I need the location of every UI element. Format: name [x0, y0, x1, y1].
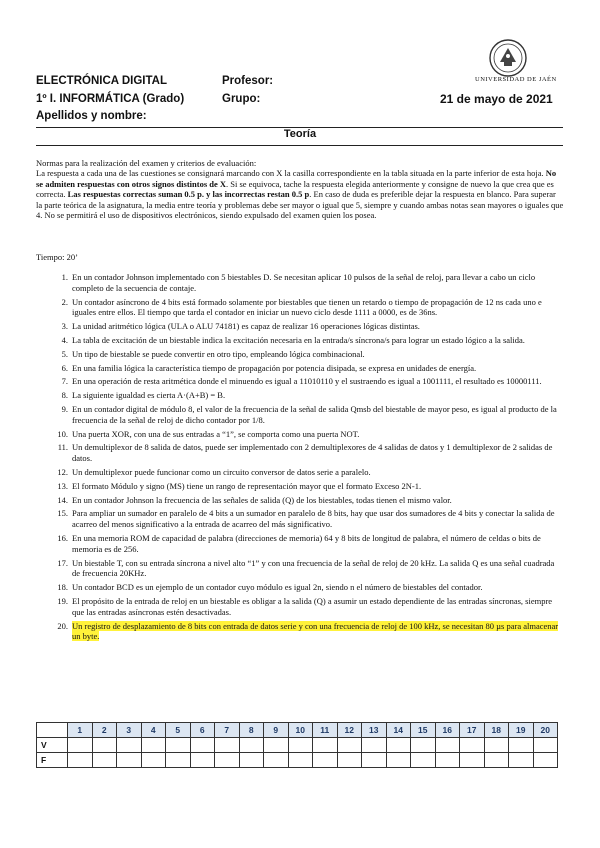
answer-cell-f[interactable] [435, 753, 460, 768]
question-text: Un contador asíncrono de 4 bits está formado solamente por biestables que tienen un retardo o tiempo de propagación de 12 ns cada uno e iguales entre ellos. El tiempo que tarda el contador en iniciar un nuevo ciclo desde 1111 a 0000, es de 36ns. [72, 296, 542, 318]
answer-cell-v[interactable] [190, 738, 215, 753]
answer-cell-v[interactable] [411, 738, 436, 753]
question-text: En un contador Johnson implementado con 5 biestables D. Se necesitan aplicar 10 pulsos de la señal de reloj, para llevar a cabo un ciclo completo de la secuencia de contaje. [72, 272, 536, 293]
exam-date: 21 de mayo de 2021 [440, 92, 553, 106]
question-item [36, 404, 564, 426]
answer-cell-v[interactable] [460, 738, 485, 753]
answer-column-header: 9 [264, 723, 289, 738]
question-text: Un contador BCD es un ejemplo de un contador cuyo módulo es igual 2n, siendo n el número de biestables del contador. [72, 582, 483, 593]
question-text: La siguiente igualdad es cierta A·(A+B) = B. [72, 390, 226, 401]
university-name: UNIVERSIDAD DE JAÉN [475, 76, 557, 83]
answer-cell-v[interactable] [239, 738, 264, 753]
question-number: 20. [57, 620, 68, 631]
question-text: En una familia lógica la característica tiempo de propagación por potencia disipada, se expresa en unidades de energía. [72, 362, 477, 373]
answer-cell-v[interactable] [141, 738, 166, 753]
university-seal-logo [488, 38, 528, 78]
question-item [36, 376, 564, 387]
question-number: 6. [61, 362, 68, 373]
question-number: 3. [61, 321, 68, 332]
question-text: Un tipo de biestable se puede convertir en otro tipo, empleando lógica combinacional. [72, 348, 365, 359]
answer-cell-v[interactable] [92, 738, 117, 753]
answer-cell-v[interactable] [215, 738, 240, 753]
rules-body [36, 168, 564, 220]
answer-row-false [37, 753, 558, 768]
question-number: 10. [57, 428, 68, 439]
question-text: Una puerta XOR, con una de sus entradas a “1”, se comporta como una puerta NOT. [72, 428, 360, 439]
question-item [36, 467, 564, 478]
question-item [36, 349, 564, 360]
answer-grid-header [37, 723, 558, 738]
question-item [36, 508, 564, 530]
answer-column-header: 11 [313, 723, 338, 738]
answer-cell-f[interactable] [313, 753, 338, 768]
question-number: 17. [57, 557, 68, 568]
question-number: 16. [57, 532, 68, 543]
answer-cell-f[interactable] [190, 753, 215, 768]
answer-cell-f[interactable] [460, 753, 485, 768]
answer-column-header: 3 [117, 723, 142, 738]
answer-cell-v[interactable] [313, 738, 338, 753]
answer-cell-v[interactable] [264, 738, 289, 753]
answer-column-header: 13 [362, 723, 387, 738]
question-text: Un demultiplexor puede funcionar como un circuito conversor de datos serie a paralelo. [72, 466, 371, 477]
answer-column-header: 8 [239, 723, 264, 738]
question-number: 12. [57, 466, 68, 477]
answer-column-header: 15 [411, 723, 436, 738]
answer-cell-f[interactable] [239, 753, 264, 768]
rules-text: . Si se equivoca, tache la respuesta elegida anteriormente y consigne de nuevo la que crea que es correcta. [36, 178, 554, 200]
answer-column-header: 16 [435, 723, 460, 738]
group-label: Grupo: [222, 93, 261, 105]
question-item [36, 495, 564, 506]
rules-heading: Normas para la realización del examen y criterios de evaluación: [36, 158, 257, 168]
question-item [36, 596, 564, 618]
question-item [36, 390, 564, 401]
question-item [36, 335, 564, 346]
question-text: La tabla de excitación de un biestable indica la excitación necesaria en la entrada/s síncrona/s para lograr un estado lógico a la salida. [72, 334, 525, 345]
question-text: En una operación de resta aritmética donde el minuendo es igual a 11010110 y el sustraendo es igual a 1001111, el resultado es 10000111. [72, 376, 542, 387]
answer-cell-f[interactable] [141, 753, 166, 768]
question-item [36, 621, 564, 643]
question-item [36, 533, 564, 555]
section-divider [36, 145, 563, 146]
question-item [36, 321, 564, 332]
exam-rules [36, 158, 564, 220]
answer-cell-v[interactable] [288, 738, 313, 753]
question-text: Un registro de desplazamiento de 8 bits con entrada de datos serie y con una frecuencia de reloj de 100 kHz, se necesitan 80 µs para almacenar un byte. [72, 620, 559, 642]
question-number: 14. [57, 494, 68, 505]
answer-cell-v[interactable] [435, 738, 460, 753]
answer-column-header: 10 [288, 723, 313, 738]
question-text: La unidad aritmético lógica (ULA o ALU 74181) es capaz de realizar 16 operaciones lógicas distintas. [72, 321, 420, 332]
question-text: En un contador Johnson la frecuencia de las señales de salida (Q) de los biestables, todas tienen el mismo valor. [72, 494, 452, 505]
question-number: 15. [57, 508, 68, 519]
question-number: 18. [57, 582, 68, 593]
question-number: 1. [61, 272, 68, 282]
question-number: 4. [61, 334, 68, 345]
answer-column-header: 18 [484, 723, 509, 738]
question-item [36, 272, 564, 294]
rules-text: La respuesta a cada una de las cuestiones se consignará marcando con X la casilla correspondiente en la tabla situada en la parte inferior de esta hoja. [36, 168, 546, 179]
answer-cell-f[interactable] [117, 753, 142, 768]
question-number: 9. [61, 403, 68, 414]
answer-cell-f[interactable] [166, 753, 191, 768]
question-text: En una memoria ROM de capacidad de palabra (direcciones de memoria) 64 y 8 bits de longitud de palabra, el número de celdas o bits de memoria es de 256. [72, 532, 541, 554]
question-number: 5. [61, 348, 68, 359]
question-number: 2. [61, 296, 68, 307]
answer-column-header: 4 [141, 723, 166, 738]
question-item [36, 363, 564, 374]
answer-cell-v[interactable] [484, 738, 509, 753]
corner-cell [37, 723, 68, 738]
answer-cell-f[interactable] [288, 753, 313, 768]
answer-cell-v[interactable] [117, 738, 142, 753]
question-number: 19. [57, 595, 68, 606]
answer-cell-f[interactable] [68, 753, 93, 768]
question-text: En un contador digital de módulo 8, el valor de la frecuencia de la señal de salida Qmsb del biestable de mayor peso, es igual al producto de la frecuencia de la señal de reloj de dicho contador por 1/8. [72, 403, 557, 425]
question-text: Para ampliar un sumador en paralelo de 4 bits a un sumador en paralelo de 8 bits, hay que usar dos sumadores de 4 bits y conectar la salida de acarreo del menos significativo a la entrada de acarreo del más significativo. [72, 508, 555, 530]
answer-grid [36, 722, 558, 768]
answer-cell-f[interactable] [337, 753, 362, 768]
section-title: Teoría [283, 128, 317, 140]
question-item [36, 481, 564, 492]
answer-cell-v[interactable] [362, 738, 387, 753]
answer-cell-f[interactable] [264, 753, 289, 768]
question-number: 8. [61, 390, 68, 401]
answer-cell-f[interactable] [484, 753, 509, 768]
answer-column-header: 1 [68, 723, 93, 738]
professor-label: Profesor: [222, 75, 274, 87]
question-text: Un biestable T, con su entrada síncrona a nivel alto “1” y con una frecuencia de la señal de reloj de 20 kHz. La salida Q es una señal cuadrada de frecuencia 20KHz. [72, 557, 555, 579]
course-title: 1º I. INFORMÁTICA (Grado) [36, 93, 185, 105]
answer-cell-v[interactable] [337, 738, 362, 753]
question-item [36, 429, 564, 440]
answer-column-header: 6 [190, 723, 215, 738]
question-text: El propósito de la entrada de reloj en un biestable es obligar a la salida (Q) a asumir un estado dependiente de las entradas síncronas, siempre que las entradas asíncronas estén desactivadas. [72, 595, 553, 617]
answer-cell-v[interactable] [68, 738, 93, 753]
answer-cell-v[interactable] [533, 738, 558, 753]
names-label: Apellidos y nombre: [36, 110, 147, 122]
answer-cell-v[interactable] [386, 738, 411, 753]
question-number: 13. [57, 480, 68, 491]
answer-column-header: 20 [533, 723, 558, 738]
answer-cell-f[interactable] [509, 753, 534, 768]
question-item [36, 297, 564, 319]
answer-cell-f[interactable] [215, 753, 240, 768]
answer-cell-f[interactable] [386, 753, 411, 768]
answer-column-header: 7 [215, 723, 240, 738]
question-text: El formato Módulo y signo (MS) tiene un rango de representación mayor que el formato Exceso 2N-1. [72, 480, 422, 491]
answer-column-header: 19 [509, 723, 534, 738]
question-item [36, 442, 564, 464]
rules-text: . En caso de duda es preferible dejar la respuesta en blanco. Para superar la parte teórica de la asignatura, la media entre teoría y problemas debe ser mayor o igual que 5, siempre y cuando ambas notas sean mayores o iguales que 4. No se permitirá el uso de dispositivos electrónicos, siendo expulsado del examen quien los posea. [36, 189, 564, 221]
answer-cell-v[interactable] [509, 738, 534, 753]
answer-column-header: 17 [460, 723, 485, 738]
exam-time: Tiempo: 20’ [36, 252, 78, 262]
question-number: 7. [61, 376, 68, 387]
question-item [36, 558, 564, 580]
question-text: Un demultiplexor de 8 salida de datos, puede ser implementado con 2 demultiplexores de 4 salidas de datos y 1 demultiplexor de 2 salidas de datos. [72, 442, 553, 464]
row-label-v: V [37, 738, 68, 753]
rules-bold-text: No se admiten respuestas con otros signos distintos de X [36, 168, 557, 189]
rules-bold-text: Las respuestas correctas suman 0.5 p. y las incorrectas restan 0.5 p [67, 189, 310, 200]
answer-row-true [37, 738, 558, 753]
answer-column-header: 5 [166, 723, 191, 738]
question-number: 11. [57, 442, 68, 453]
answer-cell-v[interactable] [166, 738, 191, 753]
answer-column-header: 2 [92, 723, 117, 738]
answer-cell-f[interactable] [92, 753, 117, 768]
question-list [36, 272, 564, 645]
answer-cell-f[interactable] [533, 753, 558, 768]
answer-column-header: 12 [337, 723, 362, 738]
answer-cell-f[interactable] [411, 753, 436, 768]
answer-column-header: 14 [386, 723, 411, 738]
row-label-f: F [37, 753, 68, 768]
subject-title: ELECTRÓNICA DIGITAL [36, 75, 167, 87]
question-item [36, 582, 564, 593]
answer-cell-f[interactable] [362, 753, 387, 768]
